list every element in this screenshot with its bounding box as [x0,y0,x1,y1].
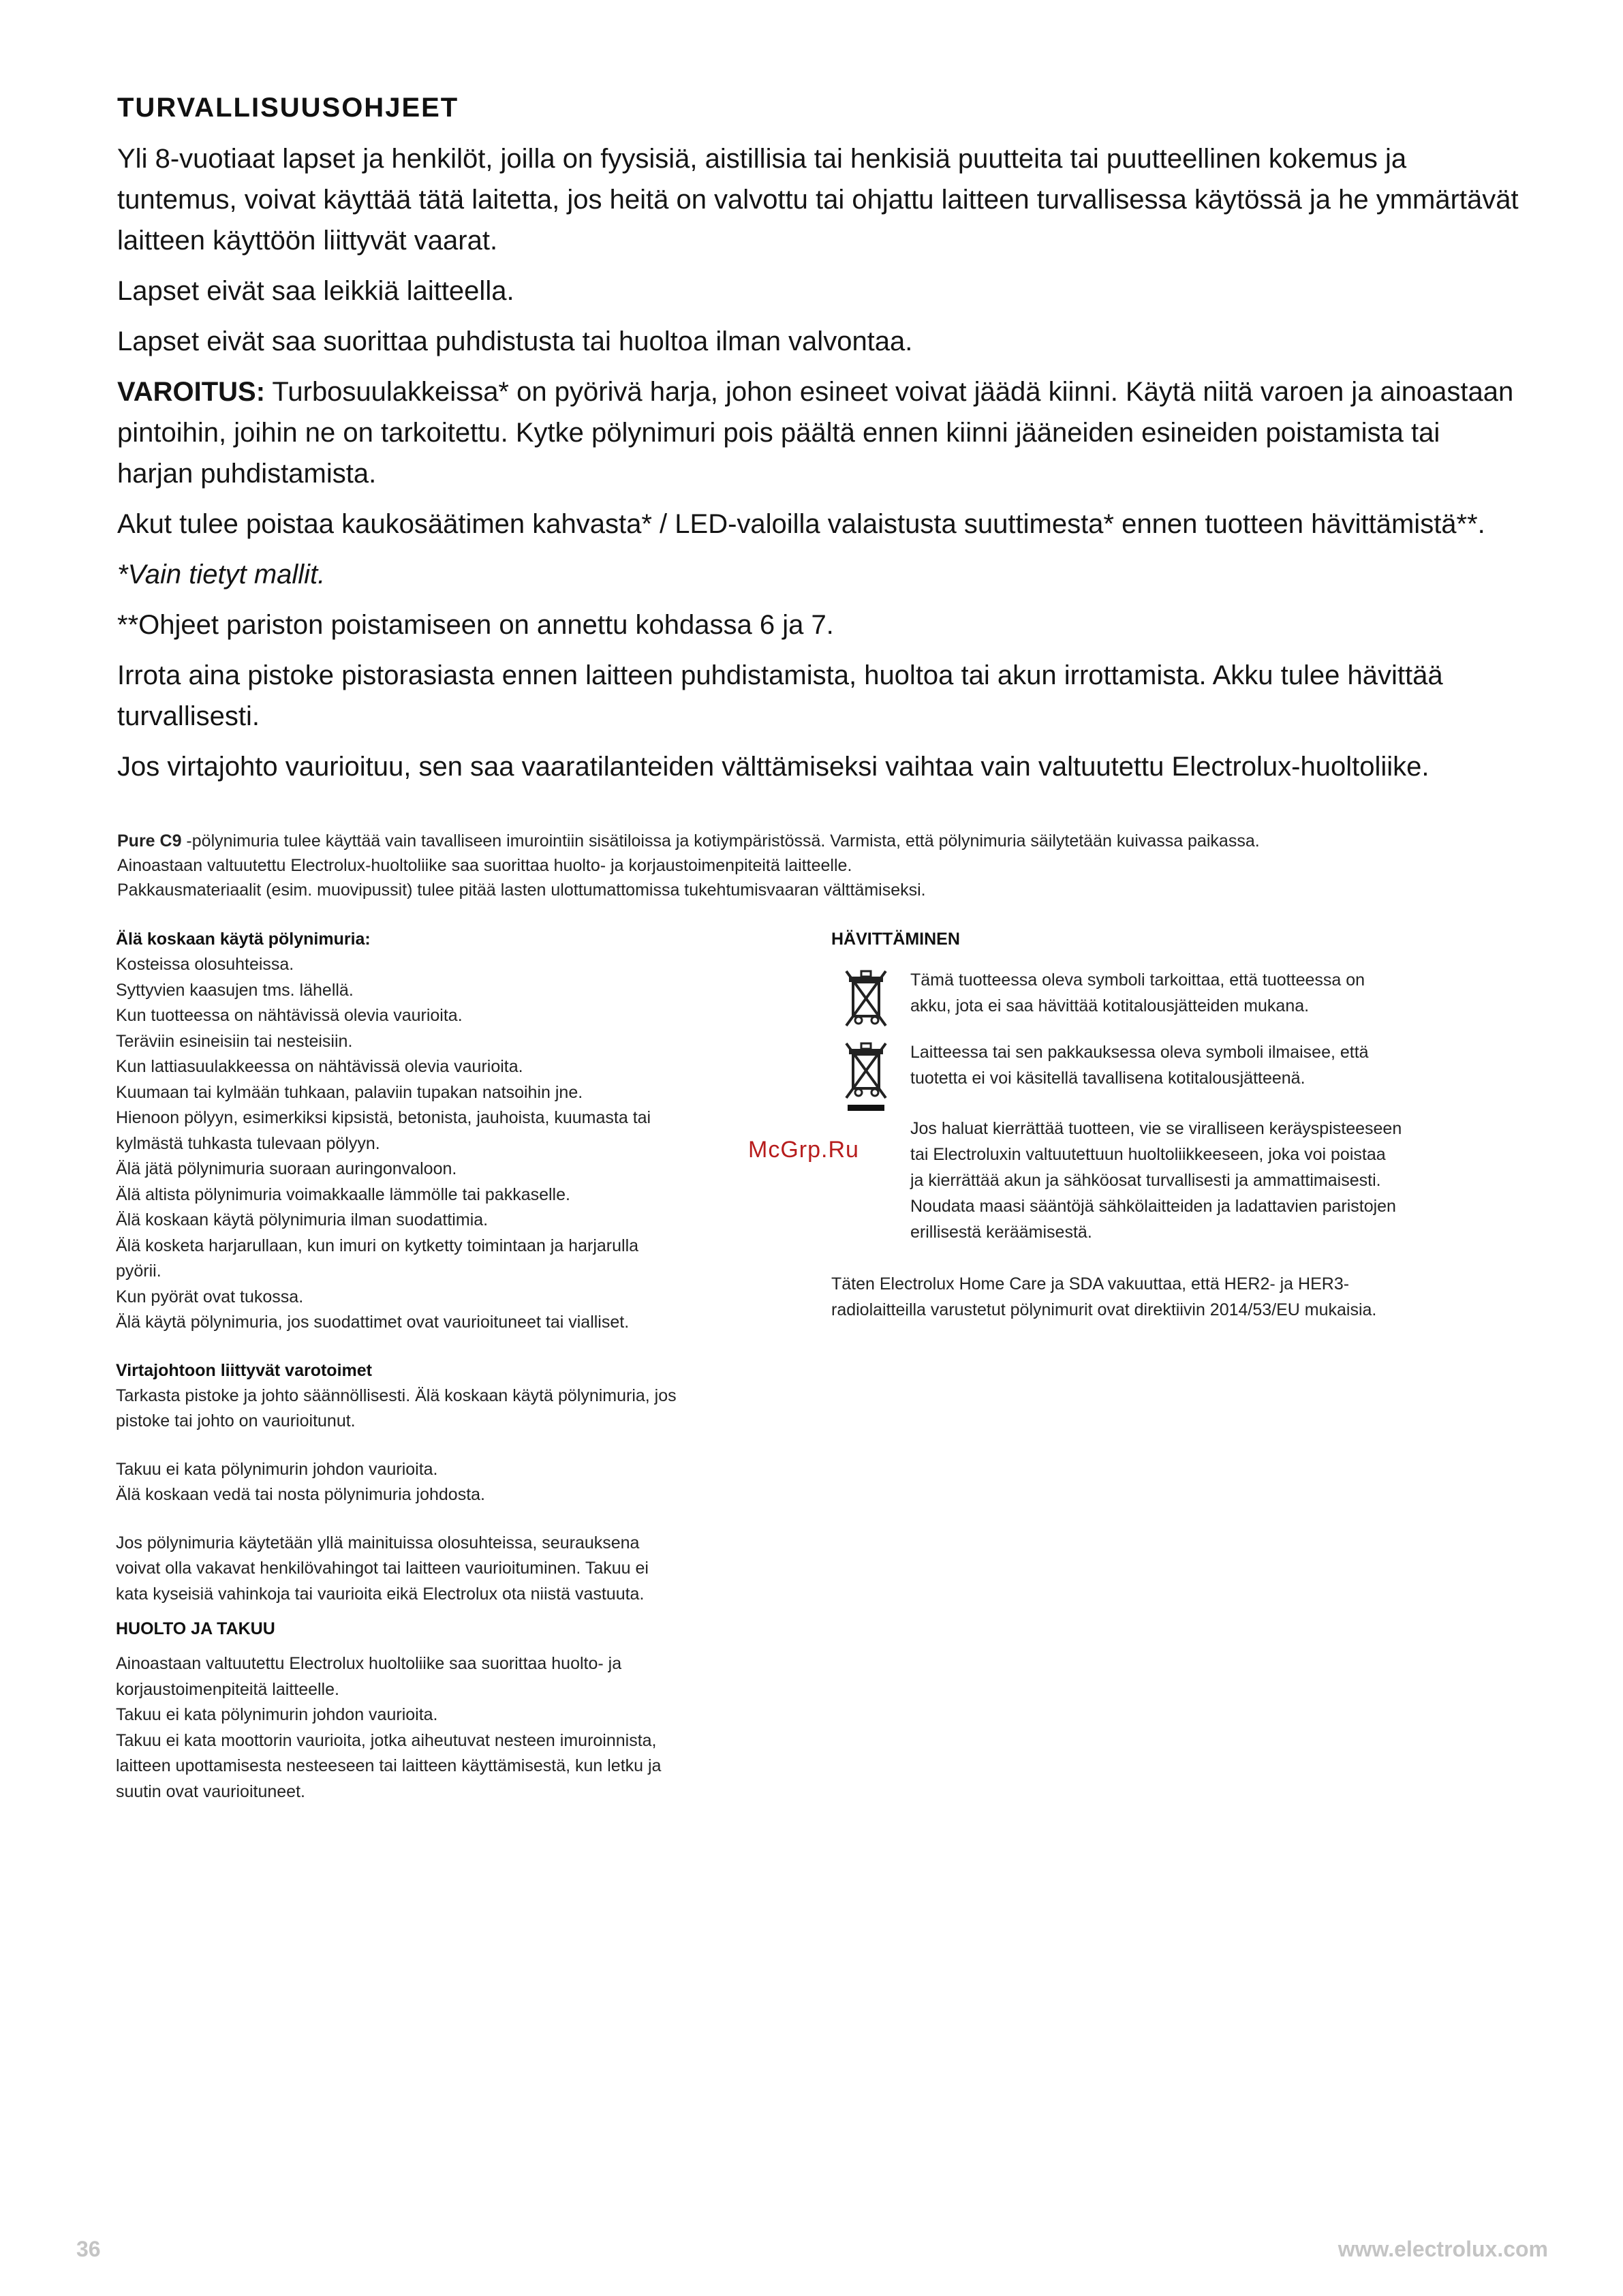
disposal-heading: HÄVITTÄMINEN [831,930,960,949]
paragraph-batteries: Akut tulee poistaa kaukosäätimen kahvasta* / LED-valoilla valaistusta suuttimesta* ennen tuotteen hävittämistä**. [117,509,1485,539]
footer-url: www.electrolux.com [1338,2237,1548,2261]
note-usage [117,829,1534,853]
service-line: korjaustoimenpiteitä laitteelle. [116,1679,339,1699]
disposal-line: Laitteessa tai sen pakkauksessa oleva symboli ilmaisee, että [910,1043,1369,1062]
list-item: Kun tuotteessa on nähtävissä olevia vaurioita. [116,1006,463,1025]
cord-line: Älä koskaan vedä tai nosta pölynimuria johdosta. [116,1485,485,1504]
warning-text: Turbosuulakkeissa* on pyörivä harja, johon esineet voivat jäädä kiinni. Käytä niitä varoen ja ainoastaan pintoihin, joihin ne on tarkoitettu. Kytke pölynimuri pois päältä ennen kiinni jääneiden esineiden poistamista tai harjan puhdistamista. [117,377,1514,489]
service-line: Takuu ei kata pölynimurin johdon vaurioita. [116,1705,438,1724]
disposal-line: akku, jota ei saa hävittää kotitalousjätteiden mukana. [910,996,1310,1015]
disposal-line: Jos haluat kierrättää tuotteen, vie se viralliseen keräyspisteeseen [910,1119,1402,1138]
list-item: kylmästä tuhkasta tulevaan pölyyn. [116,1133,380,1153]
service-heading: HUOLTO JA TAKUU [116,1619,275,1638]
cord-line: Tarkasta pistoke ja johto säännöllisesti. Älä koskaan käytä pölynimuria, jos [116,1386,677,1405]
list-item: Kun lattiasuulakkeessa on nähtävissä olevia vaurioita. [116,1057,523,1076]
conformity-declaration [831,1271,1526,1323]
service-line: laitteen upottamisesta nesteeseen tai laitteen käyttämisestä, kun letku ja [116,1756,662,1775]
spacer [116,1642,811,1651]
list-item: pyörii. [116,1261,161,1281]
service-line: Takuu ei kata moottorin vaurioita, jotka aiheutuvat nesteen imuroinnista, [116,1730,657,1750]
list-item: Älä käytä pölynimuria, jos suodattimet ovat vaurioituneet tai vialliset. [116,1313,630,1332]
cord-line: kata kyseisiä vahinkoja tai vaurioita eikä Electrolux ota niistä vastuuta. [116,1584,645,1604]
service-line: suutin ovat vaurioituneet. [116,1781,305,1801]
paragraph-unplug: Irrota aina pistoke pistorasiasta ennen laitteen puhdistamista, huoltoa tai akun irrottamista. Akku tulee hävittää turvallisesti. [117,660,1443,731]
disposal-line: tuotetta ei voi käsitellä tavallisena kotitalousjätteenä. [910,1069,1305,1088]
note-packaging: Pakkausmateriaalit (esim. muovipussit) tulee pitää lasten ulottumattomissa tukehtumisvaaran välttämiseksi. [117,881,926,900]
list-item: Älä koskaan käytä pölynimuria ilman suodattimia. [116,1210,489,1229]
paragraph-children-and-persons: Yli 8-vuotiaat lapset ja henkilöt, joilla on fyysisiä, aistillisia tai henkisiä puutteita tai puutteellinen kokemus ja tuntemus, voivat käyttää tätä laitetta, jos heitä on valvottu tai ohjattu laitteen turvallisessa käytössä ja he ymmärtävät laitteen käyttöön liittyvät vaarat. [117,144,1519,256]
list-item: Teräviin esineisiin tai nesteisiin. [116,1031,353,1051]
safety-instructions [117,93,1521,797]
declaration-line: radiolaitteilla varustetut pölynimurit ovat direktiivin 2014/53/EU mukaisia. [831,1300,1377,1319]
disposal-line: erillisestä keräämisestä. [910,1223,1092,1242]
list-item: Syttyvien kaasujen tms. lähellä. [116,980,354,1000]
disposal-line: ja kierrättää akun ja sähköosat turvallisesti ja ammattimaisesti. [910,1171,1381,1190]
list-item: Älä jätä pölynimuria suoraan auringonvaloon. [116,1159,457,1178]
paragraph-certain-models: *Vain tietyt mallit. [117,560,326,590]
right-column [831,927,1526,1323]
cord-heading: Virtajohtoon liittyvät varotoimet [116,1360,372,1380]
paragraph-no-cleaning: Lapset eivät saa suorittaa puhdistusta tai huoltoa ilman valvontaa. [117,326,913,356]
declaration-line: Täten Electrolux Home Care ja SDA vakuuttaa, että HER2- ja HER3- [831,1274,1350,1294]
list-item: Kun pyörät ovat tukossa. [116,1287,304,1306]
list-item: Älä altista pölynimuria voimakkaalle lämmölle tai pakkaselle. [116,1184,570,1204]
weee-symbol-item [831,1039,1526,1114]
cord-line: voivat olla vakavat henkilövahingot tai laitteen vaurioituminen. Takuu ei [116,1559,649,1578]
cord-line: pistoke tai johto on vaurioitunut. [116,1411,356,1430]
cord-line: Takuu ei kata pölynimurin johdon vaurioita. [116,1459,438,1479]
section-title: TURVALLISUUSOHJEET [117,93,459,123]
paragraph-power-cord: Jos virtajohto vaurioituu, sen saa vaaratilanteiden välttämiseksi vaihtaa vain valtuutettu Electrolux-huoltoliike. [117,752,1429,782]
list-item: Kosteissa olosuhteissa. [116,955,294,974]
never-use-heading: Älä koskaan käytä pölynimuria: [116,930,371,949]
never-use-list [116,952,811,1336]
paragraph-no-play: Lapset eivät saa leikkiä laitteella. [117,276,514,306]
product-name: Pure C9 [117,831,182,851]
paragraph-battery-instructions: **Ohjeet pariston poistamiseen on annettu kohdassa 6 ja 7. [117,610,834,640]
spacer [116,1607,811,1617]
recycling-info [831,1116,1526,1245]
warning-label: VAROITUS: [117,377,266,407]
disposal-line: Noudata maasi sääntöjä sähkölaitteiden ja ladattavien paristojen [910,1197,1396,1216]
usage-notes [117,829,1534,902]
note-service: Ainoastaan valtuutettu Electrolux-huoltoliike saa suorittaa huolto- ja korjaustoimenpiteitä laitteelle. [117,856,852,875]
crossed-bin-icon [844,967,888,1028]
battery-symbol-item [831,967,1526,1032]
service-line: Ainoastaan valtuutettu Electrolux huoltoliike saa suorittaa huolto- ja [116,1654,622,1673]
crossed-bin-bar-icon [844,1039,888,1114]
list-item: Hienoon pölyyn, esimerkiksi kipsistä, betonista, jauhoista, kuumasta tai [116,1108,651,1127]
list-item: Älä kosketa harjarullaan, kun imuri on kytketty toimintaan ja harjarulla [116,1236,639,1255]
page-number: 36 [76,2237,101,2261]
list-item: Kuumaan tai kylmään tuhkaan, palaviin tupakan natsoihin jne. [116,1082,583,1102]
spacer [116,1508,811,1531]
cord-line: Jos pölynimuria käytetään yllä mainituissa olosuhteissa, seurauksena [116,1533,640,1552]
paragraph-warning [117,371,1521,494]
note-usage-text: -pölynimuria tulee käyttää vain tavalliseen imurointiin sisätiloissa ja kotiympäristössä. Varmista, että pölynimuria säilytetään kuivassa paikassa. [181,831,1260,851]
spacer [116,1435,811,1457]
spacer [116,1336,811,1358]
left-column [116,927,811,1805]
disposal-line: tai Electroluxin valtuutettuun huoltoliikkeeseen, joka voi poistaa [910,1145,1386,1164]
watermark: McGrp.Ru [748,1137,859,1163]
disposal-line: Tämä tuotteessa oleva symboli tarkoittaa, että tuotteessa on [910,970,1365,990]
